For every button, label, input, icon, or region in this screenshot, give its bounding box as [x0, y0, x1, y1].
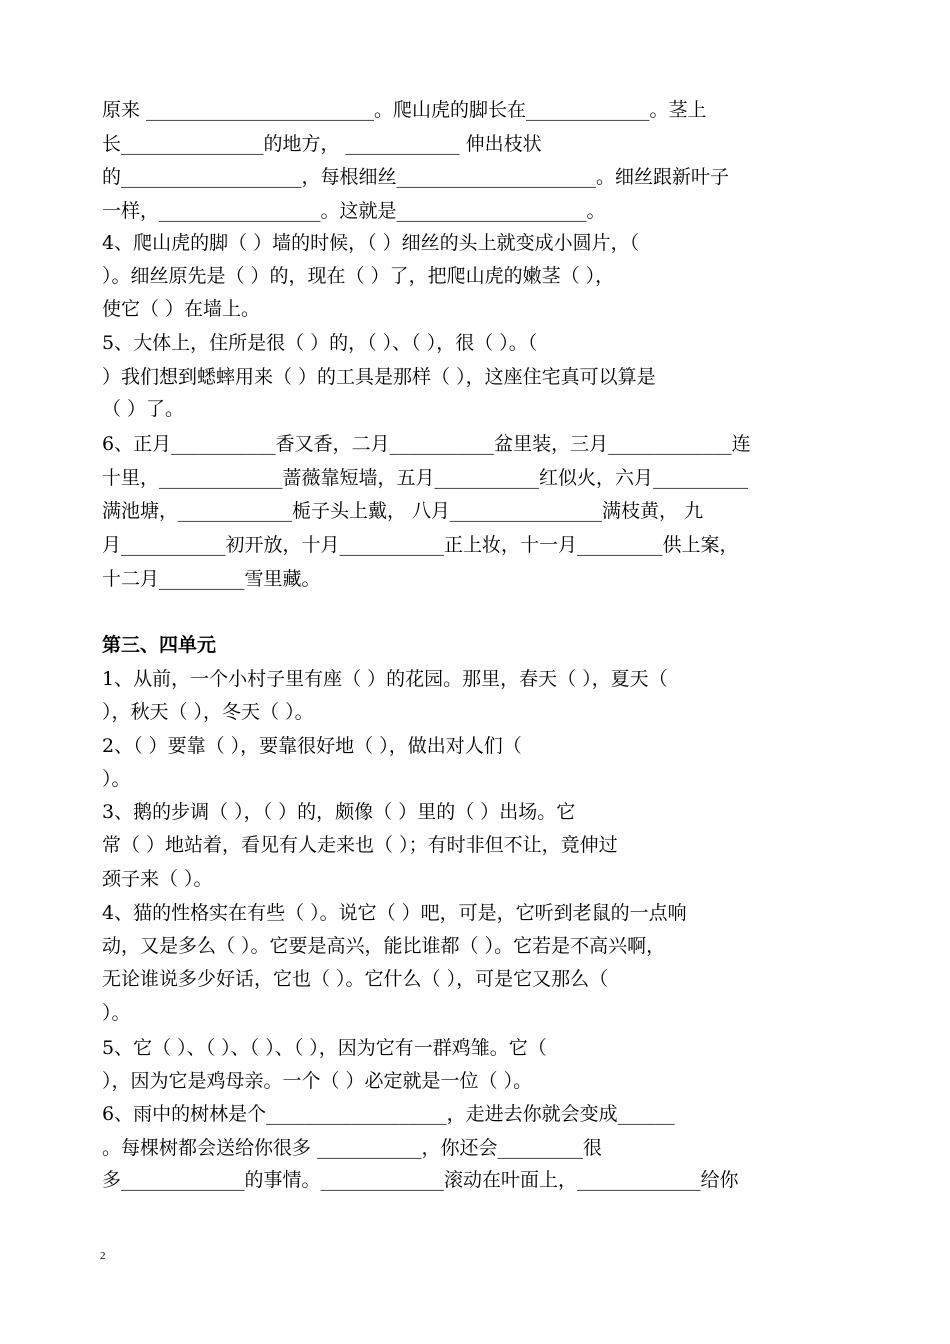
text-line: 一样，_________________。这就是____________________。	[102, 200, 606, 222]
text-line: ），因为它是鸡母亲。一个（ ）必定就是一位（ ）。	[102, 1070, 533, 1092]
text-line: ），秋天（ ），冬天（ ）。	[102, 701, 314, 723]
text-line: 多_____________的事情。_____________滚动在叶面上，_____________给你	[102, 1169, 739, 1191]
text-line: 十里，_____________蔷薇靠短墙，五月___________红似火，六月__________	[102, 467, 749, 489]
text-line: 颈子来（ ）。	[102, 868, 213, 890]
text-line: 5、它（ ）、（ ）、（ ）、（ ），因为它有一群鸡雏。它（	[102, 1037, 547, 1059]
text-line: 月___________初开放，十月___________正上妆，十一月_________供上案，	[102, 534, 739, 556]
text-line: 十二月_________雪里藏。	[102, 568, 321, 590]
text-line: 使它（ ）在墙上。	[102, 298, 261, 320]
text-line: 5、大体上，住所是很（ ）的，（ ）、（ ），很（ ）。（	[102, 332, 538, 354]
text-line: 常（ ）地站着，看见有人走来也（ ）；有时非但不让，竟伸过	[102, 834, 618, 856]
text-line: 4、爬山虎的脚（ ）墙的时候，（ ）细丝的头上就变成小圆片，（	[102, 232, 640, 254]
page-number: 2	[100, 1250, 106, 1262]
text-line: 4、猫的性格实在有些（ ）。说它（ ）吧，可是，它听到老鼠的一点响	[102, 902, 687, 924]
text-line: 1、从前，一个小村子里有座（ ）的花园。那里，春天（ ），夏天（	[102, 668, 668, 690]
text-line: 6、正月___________香又香，二月___________盆里装，三月_____________连	[102, 433, 751, 455]
text-line: 。每棵树都会送给你很多 ___________，你还会_________很	[102, 1137, 603, 1159]
section-heading: 第三、四单元	[102, 634, 217, 656]
text-line: ）。	[102, 768, 131, 790]
text-line: 6、雨中的树林是个___________________，走进去你就会变成______	[102, 1103, 675, 1125]
text-line: ）。细丝原先是（ ）的，现在（ ）了，把爬山虎的嫩茎（ ），	[102, 265, 615, 287]
text-line: 2、（ ）要靠（ ），要靠很好地（ ），做出对人们（	[102, 735, 522, 757]
text-line: ）我们想到蟋蟀用来（ ）的工具是那样（ ），这座住宅真可以算是	[102, 366, 656, 388]
text-line: 3、鹅的步调（ ），（ ）的，颇像（ ）里的（ ）出场。它	[102, 801, 576, 823]
text-line: 的___________________，每根细丝_____________________。细丝跟新叶子	[102, 166, 730, 188]
text-line: 满池塘，____________栀子头上戴， 八月________________满枝黄， 九	[102, 500, 704, 522]
text-line: 原来 ________________________。爬山虎的脚长在_____________。茎上	[102, 99, 707, 121]
text-line: 长_______________的地方， ____________ 伸出枝状	[102, 133, 542, 155]
text-line: （ ）了。	[102, 398, 185, 420]
text-line: 动，又是多么（ ）。它要是高兴，能比谁都（ ）。它若是不高兴啊，	[102, 935, 666, 957]
text-line: ）。	[102, 1002, 131, 1024]
text-line: 无论谁说多少好话，它也（ ）。它什么（ ），可是它又那么（	[102, 968, 609, 990]
